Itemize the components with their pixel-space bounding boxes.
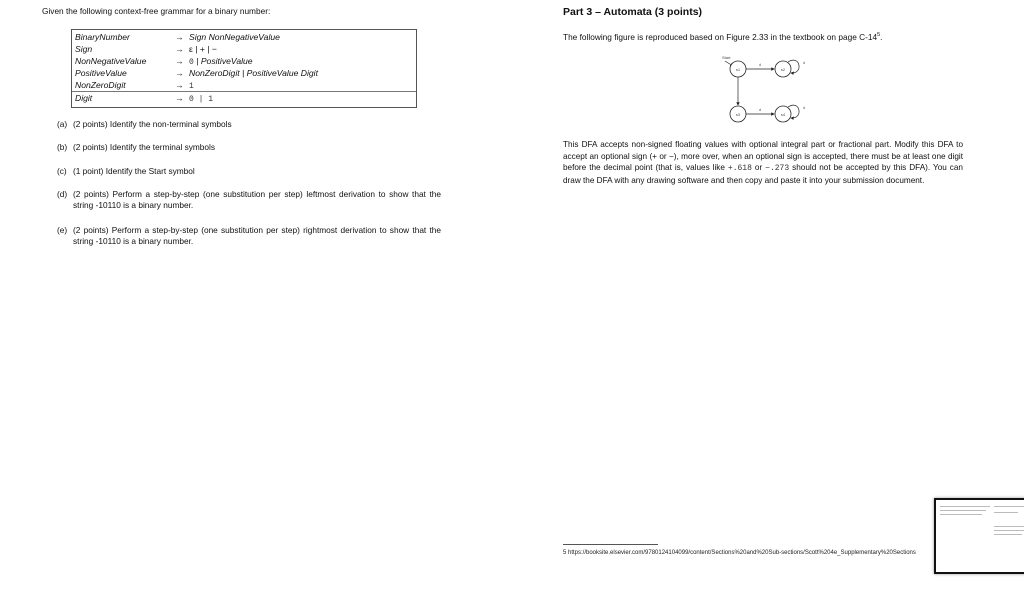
question-text: (2 points) Identify the non-terminal symbols — [73, 119, 232, 129]
rule-lhs: NonNegativeValue — [75, 56, 147, 67]
question-b — [57, 142, 457, 153]
rule-lhs: Digit — [75, 93, 93, 104]
section-title: Part 3 – Automata (3 points) — [563, 6, 703, 18]
edge-label: d — [759, 108, 761, 112]
question-text: (2 points) Identify the terminal symbols — [73, 142, 216, 152]
arrow-icon: → — [175, 80, 184, 91]
page-thumbnail-preview[interactable] — [934, 498, 1024, 574]
grammar-intro: Given the following context-free grammar for a binary number: — [42, 6, 271, 16]
question-label: (b) — [57, 142, 68, 152]
question-label: (d) — [57, 189, 68, 199]
rule-rhs: NonZeroDigit | PositiveValue Digit — [189, 68, 318, 79]
question-text: (1 point) Identify the Start symbol — [73, 166, 195, 176]
arrow-icon: → — [175, 68, 184, 79]
figure-caption: The following figure is reproduced based on Figure 2.33 in the textbook on page $C-14^5$. — [563, 32, 883, 42]
question-label: (c) — [57, 166, 67, 176]
footnote: 5 https://booksite.elsevier.com/9780124104099/content/Sections%20and%20Sub-sections/Scott%204e_Supplementary%20Sections — [563, 550, 916, 556]
arrow-icon: → — [175, 44, 184, 55]
question-text: (2 points) Perform a step-by-step (one substitution per step) leftmost derivation to show that the string -10110 is a binary number. — [73, 189, 441, 210]
rule-lhs: BinaryNumber — [75, 32, 130, 42]
grammar-rule — [72, 43, 416, 55]
rule-rhs: | PositiveValue — [193, 56, 253, 67]
rule-lhs: Sign — [75, 44, 93, 55]
grammar-table — [71, 29, 417, 108]
edge-label: d — [803, 106, 805, 110]
rule-rhs: Sign NonNegativeValue — [189, 32, 280, 42]
question-label: (e) — [57, 225, 68, 235]
question-a — [57, 119, 457, 130]
question-label: (a) — [57, 119, 68, 129]
grammar-rule — [72, 31, 416, 43]
footnote-divider — [563, 544, 658, 545]
start-label: Start — [722, 55, 731, 60]
grammar-rule — [72, 55, 416, 67]
question-d — [57, 189, 441, 211]
rule-rhs: ε | + | − — [189, 44, 217, 55]
rule-rhs-terminal: 1 — [189, 82, 194, 92]
dfa-diagram — [708, 52, 808, 128]
edge-label: d — [803, 61, 805, 65]
rule-lhs: NonZeroDigit — [75, 80, 126, 91]
example-value: +.618 — [727, 164, 752, 174]
arrow-icon: → — [175, 32, 184, 42]
grammar-rule — [72, 79, 416, 91]
example-value: −.273 — [765, 164, 790, 174]
grammar-rule — [72, 91, 416, 104]
question-text: (2 points) Perform a step-by-step (one substitution per step) rightmost derivation to show that the string -10110 is a binary number. — [73, 225, 441, 246]
footnote-ref: 5 — [877, 32, 881, 39]
state-label: s2 — [780, 67, 786, 72]
question-c — [57, 166, 457, 177]
rule-lhs: PositiveValue — [75, 68, 127, 79]
arrow-icon: → — [175, 93, 184, 104]
grammar-rule — [72, 67, 416, 79]
arrow-icon: → — [175, 56, 184, 67]
rule-rhs-terminal: 0 — [189, 58, 194, 68]
dfa-description: This DFA accepts non-signed floating values with optional integral part or fractional part. Modify this DFA to accept an optional sign (+ or −), more over, when an optional sign is accepted, there must be at least one digit before the decimal point (that is, values like +.618 or −.273 should not be accepted by this DFA). You can draw the DFA with any drawing software and then copy and paste it into your submission document. — [563, 140, 963, 185]
edge-label: d — [759, 63, 761, 67]
state-label: s1 — [735, 67, 741, 72]
state-label: s3 — [735, 112, 741, 117]
state-label: s4 — [780, 112, 786, 117]
rule-rhs-terminal: 0 | 1 — [189, 95, 214, 105]
question-e — [57, 225, 441, 247]
